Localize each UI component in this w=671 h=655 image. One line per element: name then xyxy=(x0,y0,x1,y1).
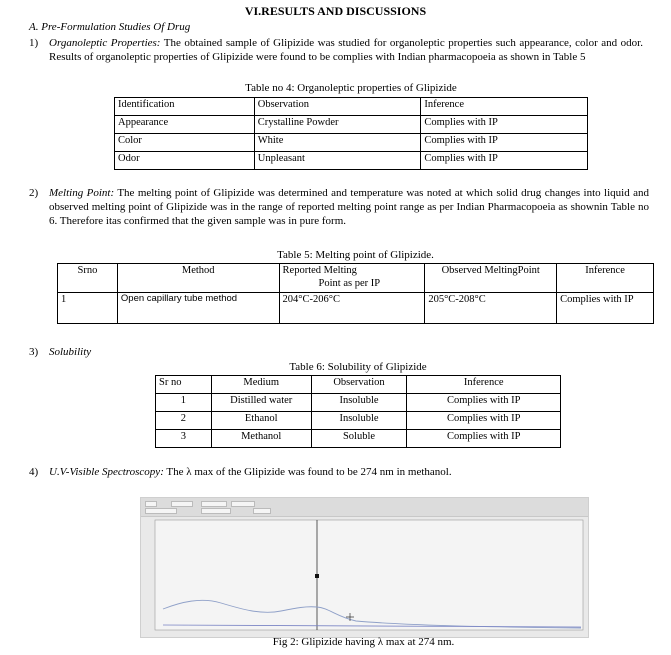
table-header-row xyxy=(156,376,561,394)
table-cell: Distilled water xyxy=(211,394,311,412)
section-a-heading: A. Pre-Formulation Studies Of Drug xyxy=(29,21,191,33)
uv-spectrum-image xyxy=(140,497,589,638)
table-cell: Complies with IP xyxy=(407,430,561,448)
section-2-heading: Melting Point: xyxy=(49,187,115,199)
table-cell: Crystalline Powder xyxy=(254,116,421,134)
table-header-cell: Method xyxy=(117,264,279,293)
table-5-caption: Table 5: Melting point of Glipizide. xyxy=(277,249,434,261)
section-4-number: 4) xyxy=(29,466,39,478)
spectrum-plot xyxy=(141,517,588,638)
table-row xyxy=(58,293,654,324)
table-5 xyxy=(57,263,654,324)
table-4-caption: Table no 4: Organoleptic properties of Glipizide xyxy=(245,82,457,94)
table-cell: Insoluble xyxy=(311,412,407,430)
table-header-cell: Identification xyxy=(115,98,255,116)
table-cell: Complies with IP xyxy=(407,412,561,430)
table-cell: Soluble xyxy=(311,430,407,448)
table-cell: Ethanol xyxy=(211,412,311,430)
cursor-marker xyxy=(315,574,319,578)
table-header-row xyxy=(115,98,588,116)
table-header-cell: Srno xyxy=(58,264,118,293)
table-cell: Appearance xyxy=(115,116,255,134)
table-row xyxy=(156,430,561,448)
table-6-caption: Table 6: Solubility of Glipizide xyxy=(289,361,427,373)
table-row xyxy=(115,152,588,170)
section-2-paragraph xyxy=(49,187,649,228)
section-2-text: The melting point of Glipizide was determined and temperature was noted at which solid drug changes into liquid and observed melting point of Glipizide was in the range of reported melting point range as per Indian Pharmacopoeia as shownin Table no 6. Therefore itas confirmed that the given sample was in pure form. xyxy=(49,187,649,227)
table-header-cell: Sr no xyxy=(156,376,212,394)
table-row xyxy=(156,394,561,412)
table-cell: 1 xyxy=(58,293,118,324)
table-cell: White xyxy=(254,134,421,152)
table-row xyxy=(115,116,588,134)
table-4 xyxy=(114,97,588,170)
page-title: VI.RESULTS AND DISCUSSIONS xyxy=(244,4,427,18)
section-4-paragraph xyxy=(49,466,649,480)
figure-caption: Fig 2: Glipizide having λ max at 274 nm. xyxy=(272,636,455,648)
table-cell: Unpleasant xyxy=(254,152,421,170)
spectrometer-toolbar xyxy=(141,498,588,517)
table-cell: 2 xyxy=(156,412,212,430)
table-cell: Insoluble xyxy=(311,394,407,412)
section-1-paragraph xyxy=(49,37,643,65)
table-cell: Complies with IP xyxy=(407,394,561,412)
table-header-cell: Observed MeltingPoint xyxy=(425,264,557,293)
table-cell: Complies with IP xyxy=(557,293,654,324)
table-cell: 3 xyxy=(156,430,212,448)
table-cell: Odor xyxy=(115,152,255,170)
table-header-cell: Medium xyxy=(211,376,311,394)
table-row xyxy=(115,134,588,152)
table-cell: Open capillary tube method xyxy=(117,293,279,324)
table-cell: Color xyxy=(115,134,255,152)
plot-area xyxy=(155,520,583,630)
table-header-cell: Inference xyxy=(421,98,588,116)
table-header-cell: Inference xyxy=(407,376,561,394)
section-3-heading: Solubility xyxy=(49,346,92,358)
section-4-text: The λ max of the Glipizide was found to be 274 nm in methanol. xyxy=(163,466,452,478)
table-cell: Methanol xyxy=(211,430,311,448)
table-cell: Complies with IP xyxy=(421,116,588,134)
table-cell: Complies with IP xyxy=(421,134,588,152)
table-header-cell: Inference xyxy=(557,264,654,293)
table-6 xyxy=(155,375,561,448)
section-1-heading: Organoleptic Properties: xyxy=(49,37,161,49)
table-header-cell: Observation xyxy=(311,376,407,394)
table-cell: 204°C-206°C xyxy=(279,293,425,324)
table-header-cell: Observation xyxy=(254,98,421,116)
table-row xyxy=(156,412,561,430)
header-line: Point as per IP xyxy=(318,278,381,290)
section-3-number: 3) xyxy=(29,346,39,358)
table-header-row xyxy=(58,264,654,293)
section-2-number: 2) xyxy=(29,187,39,199)
section-4-heading: U.V-Visible Spectroscopy: xyxy=(49,466,164,478)
table-cell: 1 xyxy=(156,394,212,412)
section-1-number: 1) xyxy=(29,37,39,49)
header-line: Reported Melting xyxy=(282,265,357,276)
table-header-cell xyxy=(279,264,425,293)
section-1-text: The obtained sample of Glipizide was studied for organoleptic properties such appearance, color and odor. Results of organoleptic properties of Glipizide were found to be complies with Indian pharmacopoeia as shown in Table 5 xyxy=(49,37,643,63)
table-cell: 205°C-208°C xyxy=(425,293,557,324)
table-cell: Complies with IP xyxy=(421,152,588,170)
